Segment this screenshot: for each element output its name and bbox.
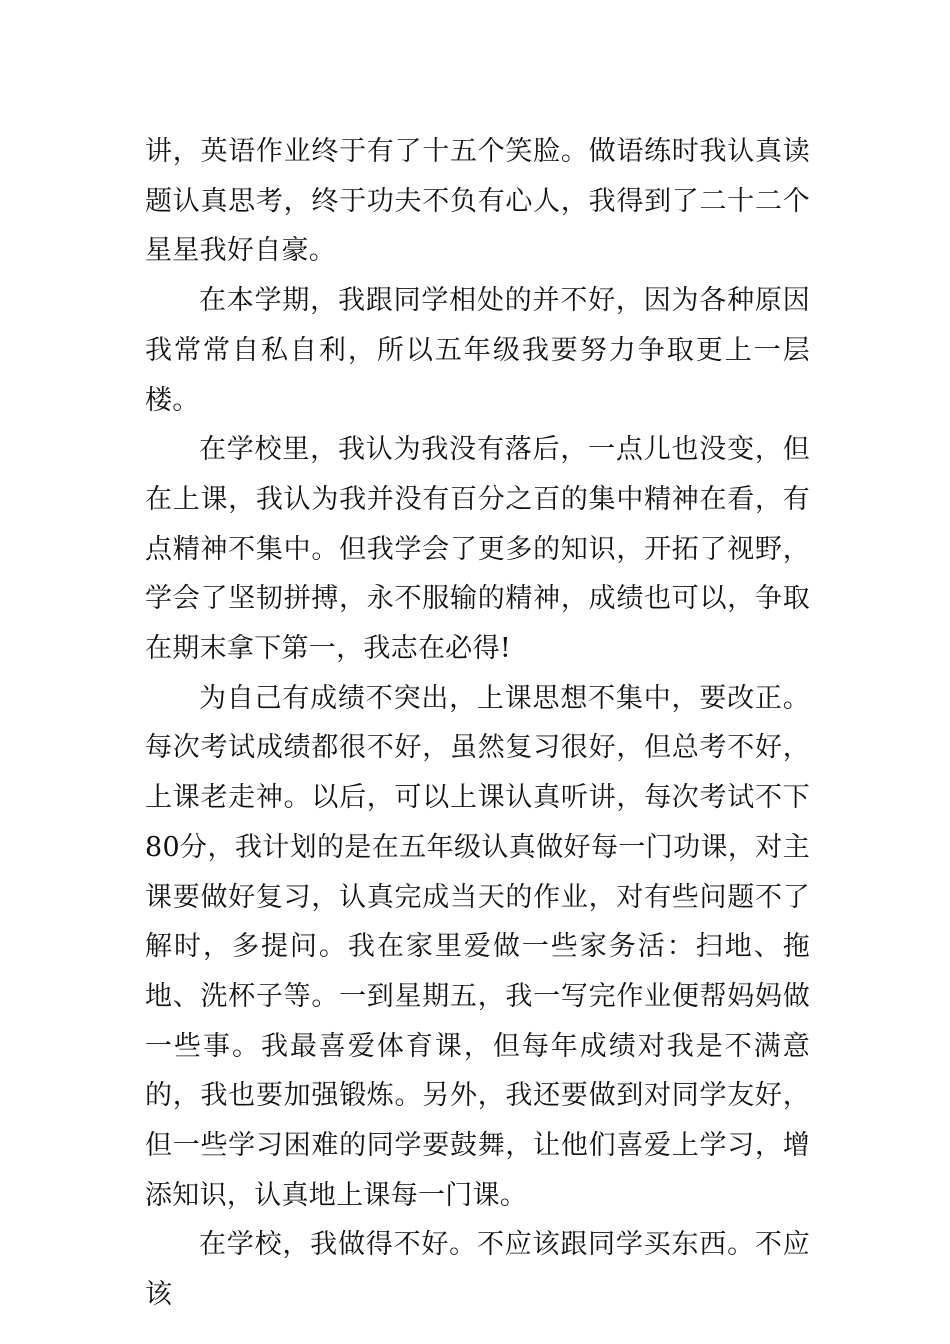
paragraph-4: 为自己有成绩不突出，上课思想不集中，要改正。每次考试成绩都很不好，虽然复习很好，但总考不好，上课老走神。以后，可以上课认真听讲，每次考试不下 80分，我计划的是在五年级认真做好每一门功课，对主课要做好复习，认真完成当天的作业，对有些问题不了解时，多提问。我在家里爱做一些家务活：扫地、拖地、洗杯子等。一到星期五，我一写完作业便帮妈妈做一些事。我最喜爱体育课，但每年成绩对我是不满意的，我也要加强锻炼。另外，我还要做到对同学友好，但一些学习困难的同学要鼓舞，让他们喜爱上学习，增添知识，认真地上课每一门课。 — [145, 682, 810, 1211]
paragraph-2: 在本学期，我跟同学相处的并不好，因为各种原因我常常自私自利，所以五年级我要努力争取更上一层楼。 — [145, 285, 810, 416]
document-body — [145, 127, 810, 1320]
paragraph-1: 讲，英语作业终于有了十五个笑脸。做语练时我认真读题认真思考，终于功夫不负有心人，我得到了二十二个星星我好自豪。 — [145, 136, 810, 267]
paragraph-3: 在学校里，我认为我没有落后，一点儿也没变，但在上课，我认为我并没有百分之百的集中精神在看，有点精神不集中。但我学会了更多的知识，开拓了视野，学会了坚韧拼搏，永不服输的精神，成绩也可以，争取在期末拿下第一，我志在必得! — [145, 434, 810, 665]
paragraph-5: 在学校，我做得不好。不应该跟同学买东西。不应该 — [145, 1229, 810, 1311]
